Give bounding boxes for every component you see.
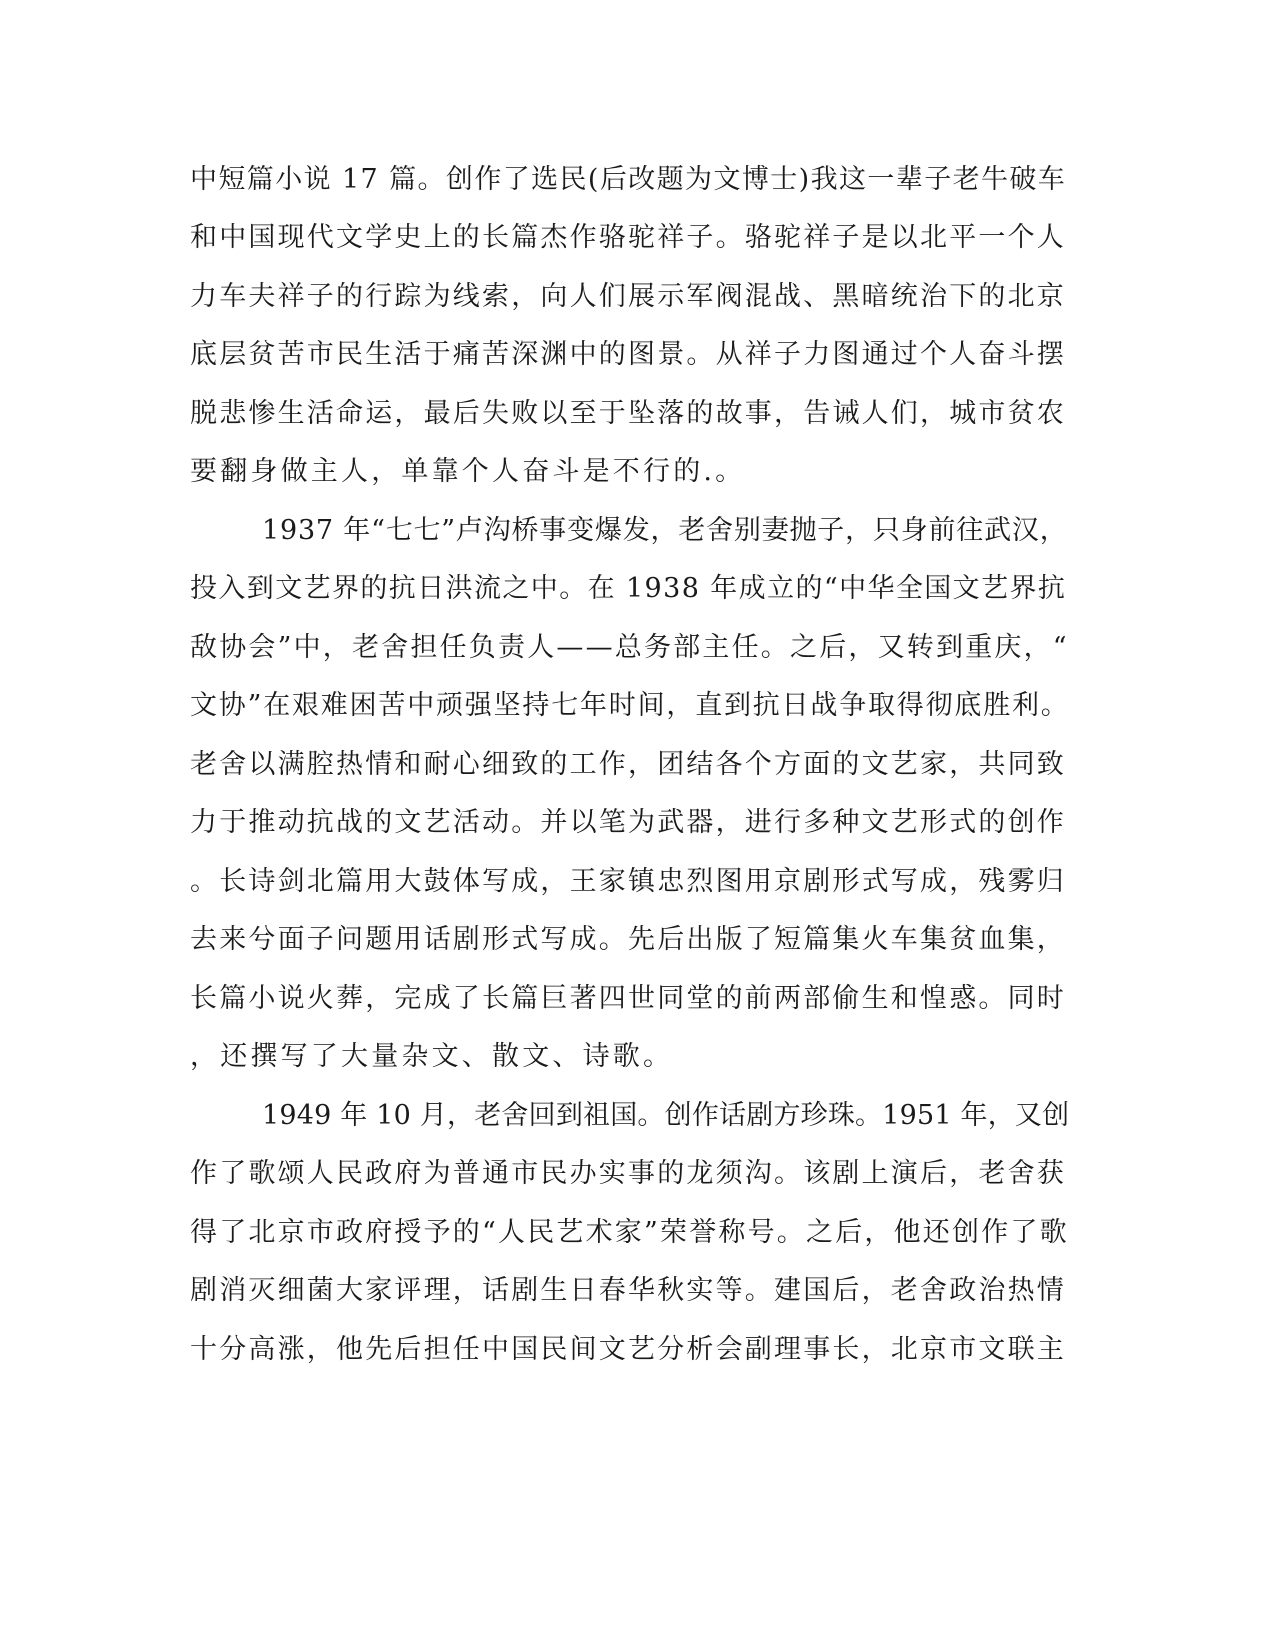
text-line: 1937 年“七七”卢沟桥事变爆发，老舍别妻抛子，只身前往武汉， [262,515,1068,546]
text-line: 作了歌颂人民政府为普通市民办实事的龙须沟。该剧上演后，老舍获 [190,1158,1066,1189]
text-line: 得了北京市政府授予的“人民艺术家”荣誉称号。之后，他还创作了歌 [190,1217,1069,1248]
text-line: 底层贫苦市民生活于痛苦深渊中的图景。从祥子力图通过个人奋斗摆 [190,339,1066,370]
text-line: 文协”在艰难困苦中顽强坚持七年时间，直到抗日战争取得彻底胜利。 [190,690,1070,721]
text-line: 脱悲惨生活命运，最后失败以至于坠落的故事，告诫人们，城市贫农 [190,398,1066,429]
text-line: 中短篇小说 17 篇。创作了选民(后改题为文博士)我这一辈子老牛破车 [190,164,1067,195]
text-line: 力于推动抗战的文艺活动。并以笔为武器，进行多种文艺形式的创作 [190,807,1066,838]
text-line: 十分高涨，他先后担任中国民间文艺分析会副理事长，北京市文联主 [190,1334,1066,1365]
text-line: 老舍以满腔热情和耐心细致的工作，团结各个方面的文艺家，共同致 [190,749,1066,780]
text-line: 剧消灭细菌大家评理，话剧生日春华秋实等。建国后，老舍政治热情 [190,1275,1066,1306]
text-line: 。长诗剑北篇用大鼓体写成，王家镇忠烈图用京剧形式写成，残雾归 [190,866,1066,897]
text-line: 要翻身做主人，单靠个人奋斗是不行的.。 [190,456,746,487]
text-line: 力车夫祥子的行踪为线索，向人们展示军阀混战、黑暗统治下的北京 [190,281,1066,312]
text-line: 长篇小说火葬，完成了长篇巨著四世同堂的前两部偷生和惶惑。同时 [190,983,1066,1014]
text-line: 1949 年 10 月，老舍回到祖国。创作话剧方珍珠。1951 年，又创 [262,1100,1070,1131]
text-line: 敌协会”中，老舍担任负责人——总务部主任。之后，又转到重庆，“ [190,632,1069,663]
text-line: ，还撰写了大量杂文、散文、诗歌。 [190,1041,674,1072]
text-line: 和中国现代文学史上的长篇杰作骆驼祥子。骆驼祥子是以北平一个人 [190,222,1066,253]
text-line: 去来兮面子问题用话剧形式写成。先后出版了短篇集火车集贫血集， [190,924,1066,955]
text-line: 投入到文艺界的抗日洪流之中。在 1938 年成立的“中华全国文艺界抗 [190,573,1067,604]
